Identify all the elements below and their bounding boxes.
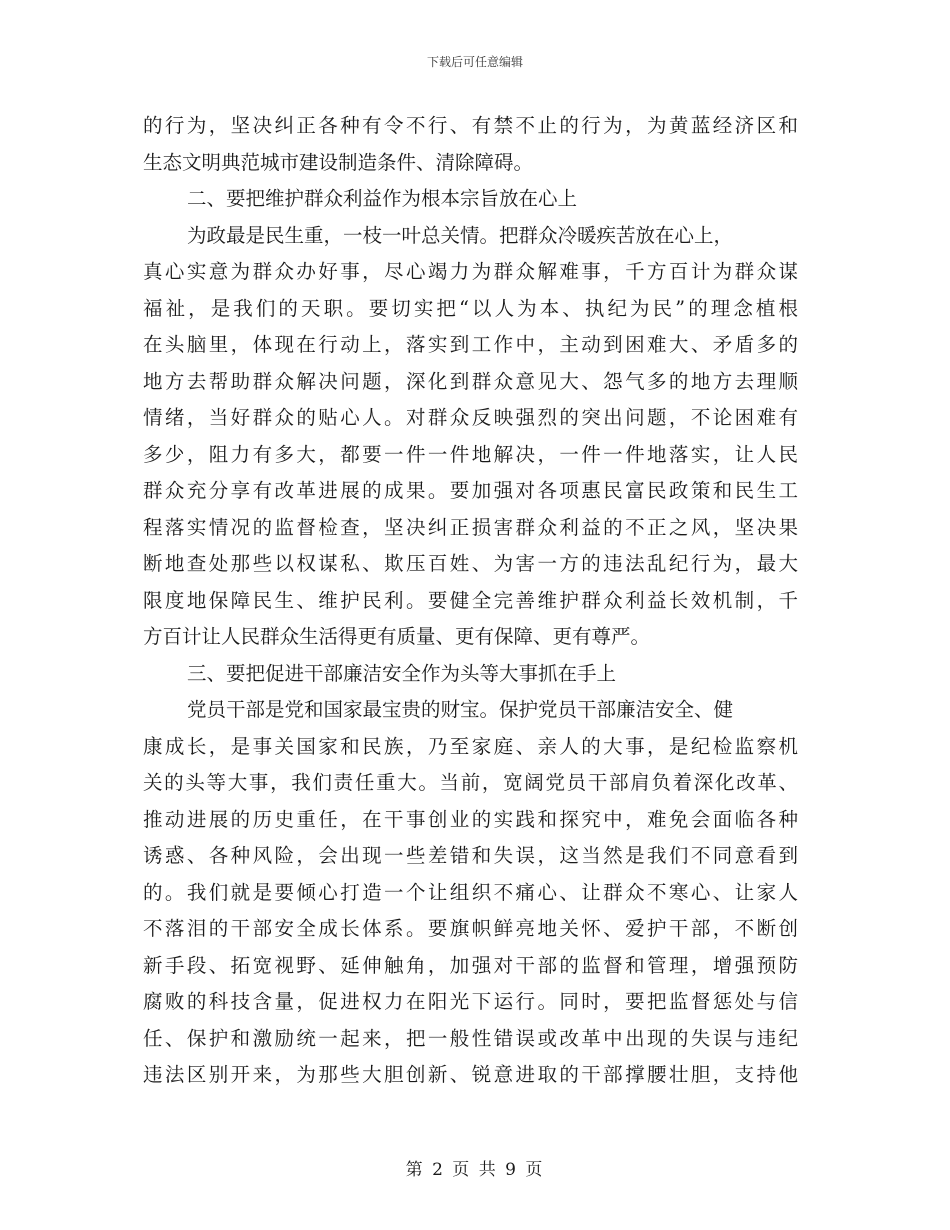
text-line: 在头脑里，体现在行动上，落实到工作中，主动到困难大、矛盾多的 — [143, 333, 798, 356]
text-line: 党员干部是党和国家最宝贵的财宝。保护党员干部廉洁安全、健 — [187, 698, 734, 721]
text-line: 群众充分享有改革进展的成果。要加强对各项惠民富民政策和民生工 — [143, 479, 798, 502]
text-line: 程落实情况的监督检查，坚决纠正损害群众利益的不正之风，坚决果 — [143, 515, 798, 539]
text-line: 地方去帮助群众解决问题，深化到群众意见大、怨气多的地方去理顺 — [143, 369, 798, 393]
page-header: 下载后可任意编辑 — [426, 55, 523, 69]
document-body — [143, 108, 798, 1094]
text-line: 的行为，坚决纠正各种有令不行、有禁不止的行为，为黄蓝经济区和 — [143, 114, 798, 137]
text-line: 任、保护和激励统一起来，把一般性错误或改革中出现的失误与违纪 — [143, 1026, 798, 1050]
text-line: 为政最是民生重，一枝一叶总关情。把群众冷暖疾苦放在心上， — [187, 223, 734, 247]
text-line: 真心实意为群众办好事，尽心竭力为群众解难事，千方百计为群众谋 — [143, 260, 798, 283]
page-footer: 第 2 页 共 9 页 — [405, 1160, 545, 1180]
section-heading: 三、要把促进干部廉洁安全作为头等大事抓在手上 — [187, 661, 617, 685]
text-line: 情绪，当好群众的贴心人。对群众反映强烈的突出问题，不论困难有 — [143, 406, 798, 429]
text-line: 方百计让人民群众生活得更有质量、更有保障、更有尊严。 — [143, 625, 651, 648]
text-line: 腐败的科技含量，促进权力在阳光下运行。同时，要把监督惩处与信 — [143, 990, 798, 1013]
section-heading: 二、要把维护群众利益作为根本宗旨放在心上 — [187, 187, 578, 210]
text-line: 多少，阻力有多大，都要一件一件地解决，一件一件地落实，让人民 — [143, 442, 798, 466]
text-line: 新手段、拓宽视野、延伸触角，加强对干部的监督和管理，增强预防 — [143, 953, 798, 977]
text-line: 不落泪的干部安全成长体系。要旗帜鲜亮地关怀、爱护干部，不断创 — [143, 917, 798, 940]
text-line: 的。我们就是要倾心打造一个让组织不痛心、让群众不寒心、让家人 — [143, 880, 798, 904]
text-line: 推动进展的历史重任，在干事创业的实践和探究中，难免会面临各种 — [143, 807, 798, 831]
text-line: 违法区别开来，为那些大胆创新、锐意进取的干部撑腰壮胆，支持他 — [143, 1063, 798, 1086]
text-line: 限度地保障民生、维护民利。要健全完善维护群众利益长效机制，千 — [143, 588, 798, 612]
text-line: 福祉，是我们的天职。要切实把“以人为本、执纪为民”的理念植根 — [143, 296, 798, 320]
text-line: 关的头等大事，我们责任重大。当前，宽阔党员干部肩负着深化改革、 — [143, 771, 798, 794]
text-line: 生态文明典范城市建设制造条件、清除障碍。 — [143, 150, 534, 174]
text-line: 断地查处那些以权谋私、欺压百姓、为害一方的违法乱纪行为，最大 — [143, 552, 798, 575]
text-line: 诱惑、各种风险，会出现一些差错和失误，这当然是我们不同意看到 — [143, 844, 798, 867]
text-line: 康成长，是事关国家和民族，乃至家庭、亲人的大事，是纪检监察机 — [143, 734, 798, 758]
